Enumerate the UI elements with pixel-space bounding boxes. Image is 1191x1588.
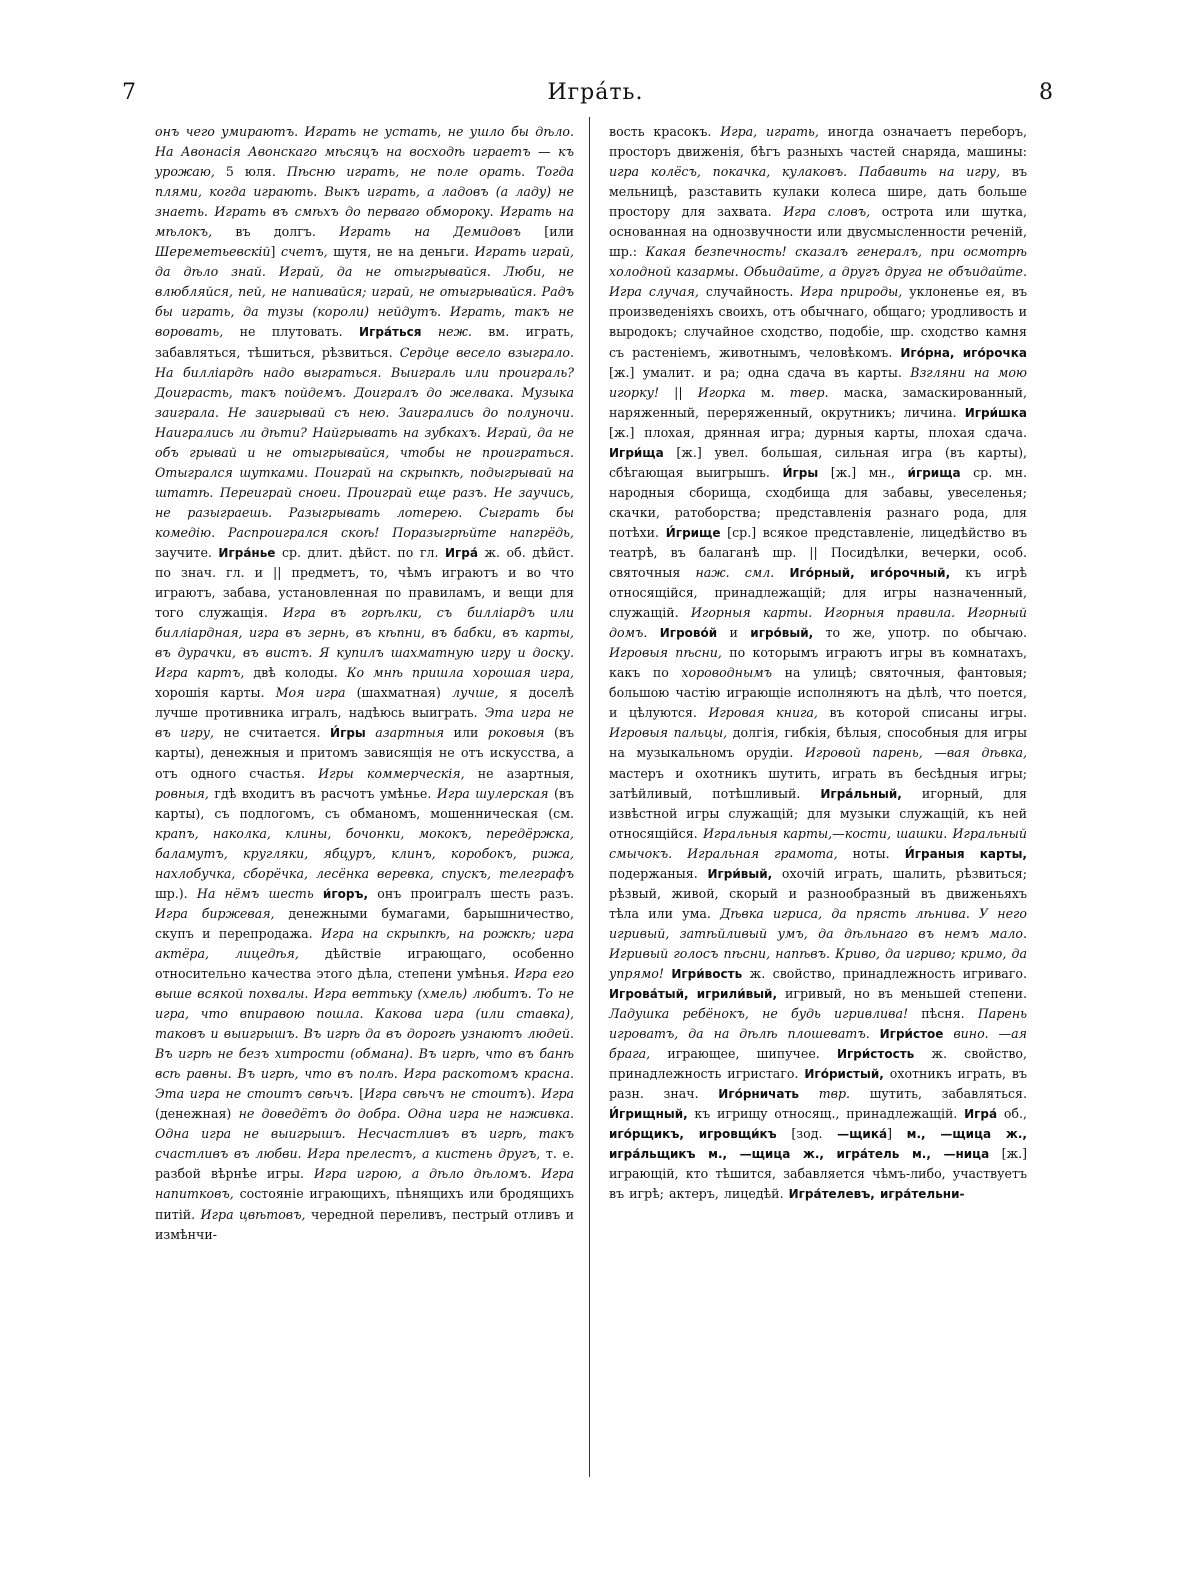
example-text: Какая безпечность! сказалъ генералъ, при осмотрѣ холодной казармы. Обьидайте, а другъ друга не объидайте. <box>609 244 1027 280</box>
page-header <box>0 80 1191 110</box>
headword: Игрова́тый, игрили́вый, <box>609 987 778 1002</box>
headword: иго́рщикъ, игровщи́къ <box>609 1127 777 1142</box>
definition-text: ] <box>887 1126 907 1142</box>
headword: И́гры <box>330 726 366 741</box>
example-text: Игровая книга, <box>708 705 818 721</box>
definition-text: въ которой списаны игры. <box>817 705 1028 721</box>
example-text: Игровыя пѣсни, <box>609 645 722 661</box>
definition-text: м. <box>745 384 790 400</box>
example-text: Дѣвка игриса, да прясть лѣнива. У него игривый, затѣйливый умъ, да дѣльнаго въ немъ мало. Игривый голосъ пѣсни, напѣвъ. Криво, да игриво; кримо, да упрямо! <box>609 905 1028 981</box>
example-text: твер. <box>789 384 829 400</box>
definition-text <box>366 725 375 740</box>
headword: И́гры <box>782 465 819 480</box>
definition-text: вость красокъ. <box>609 124 721 139</box>
example-text: неж. <box>437 324 472 340</box>
example-text: игра колёсъ, покачка, кулаковъ. Пабавить на игру, <box>609 164 1001 180</box>
definition-text <box>943 1026 953 1041</box>
definition-text: игривый, но въ меньшей степени. <box>777 986 1028 1002</box>
headword: —щика́ <box>837 1127 888 1142</box>
definition-text: [или <box>520 224 574 240</box>
column-divider <box>589 117 590 1477</box>
definition-text: подержаныя. <box>609 865 708 881</box>
headword: И́грищный, <box>609 1107 688 1122</box>
definition-text: ). <box>526 1086 542 1102</box>
headword: Иго́рный, иго́рочный, <box>789 566 951 581</box>
headword: И́граныя карты, <box>904 846 1027 861</box>
example-text: Игра природы, <box>800 284 903 300</box>
definition-text: || <box>659 384 698 400</box>
example-text: Игры коммерческія, <box>318 765 465 781</box>
definition-text: иногда означаетъ переборъ, просторъ движенія, бѣгъ разныхъ частей снаряда, машины: <box>609 124 1027 160</box>
example-text: Парень игроватъ, да на дѣлѣ плошеватъ. <box>609 1006 1027 1042</box>
definition-text: охочій играть, шалить, рѣзвиться; рѣзвый, живой, скорый и разнообразный въ движеньяхъ тѣла или ума. <box>609 865 1027 921</box>
definition-text: вм. играть, забавляться, тѣшиться, рѣзвиться. <box>155 324 574 360</box>
definition-text: и <box>717 625 751 641</box>
definition-text: (въ карты), съ подлогомъ, съ обманомъ, мошенническая (см. <box>155 785 574 821</box>
example-text: наж. смл. <box>695 565 775 581</box>
headword: Игра́ <box>964 1107 998 1122</box>
definition-text: ж. свойство, принадлежность игристаго. <box>609 1046 1027 1082</box>
headword: И́грище <box>665 525 721 540</box>
example-text: Взгляни на мою игорку! <box>609 364 1027 400</box>
definition-text <box>774 565 789 580</box>
headword: Игра́телевъ, игра́тельни- <box>788 1187 965 1202</box>
headword: Игри́вость <box>671 966 743 981</box>
definition-text: острота или шутка, основанная на однозвучности или двусмысленности реченій, шр.: <box>609 204 1027 260</box>
example-text: Игровой парень, —вая дѣвка, <box>804 745 1027 761</box>
definition-text: шутя, не на деньги. <box>327 244 475 260</box>
definition-text: въ мельницѣ, разставить кулаки колеса шире, дать больше простору для захвата. <box>609 164 1027 220</box>
definition-text: (въ карты), денежныя и притомъ зависящія не отъ искусства, а отъ одного счастья. <box>155 725 574 781</box>
definition-text: двѣ колоды. <box>244 665 347 681</box>
headword: и́горъ, <box>322 886 369 901</box>
definition-text: ср. длит. дѣйст. по гл. <box>275 544 445 560</box>
definition-text: денежными бумагами, барышничество, скупъ и перепродажа. <box>155 905 574 941</box>
definition-text: или <box>444 725 488 741</box>
example-text: онъ чего умираютъ. Играть не устать, не ушло бы дѣло. На Авонасія Авонскаго мѣсяцъ на восходѣ играетъ — къ урожаю, <box>155 124 574 180</box>
definition-text: гдѣ входитъ въ расчотъ умѣнье. <box>208 785 437 801</box>
example-text: Игорныя карты. Игорныя правила. Игорный домъ. <box>609 605 1027 641</box>
example-text: Игральныя карты,—кости, шашки. Игральный смычокъ. Игральная грамота, <box>609 825 1027 861</box>
definition-text: шр.). <box>155 885 197 901</box>
example-text: ровныя, <box>155 785 209 801</box>
headword: Иго́ристый, <box>804 1067 884 1082</box>
headword: Игри́стость <box>836 1047 915 1062</box>
example-text: Играть играй, да дѣло знай. Играй, да не отыгрывайся. Люби, не влюбляйся, пей, не напивайся; играй, не отыгрывайся. Радъ бы играть, да тузы (короли) нейдутъ. Играть, такъ не воровать, <box>155 244 574 340</box>
definition-text: пѣсня. <box>908 1006 978 1022</box>
definition-text: [ж.] играющій, кто тѣшится, забавляется чѣмъ-либо, участвуетъ въ игрѣ; актеръ, лицедѣй. <box>609 1146 1028 1202</box>
headword: Игри́стое <box>879 1027 944 1042</box>
definition-text: маска, замаскированный, наряженный, переряженный, окрутникъ; личина. <box>609 384 1028 420</box>
example-text: лучше, <box>451 685 499 701</box>
example-text: счетъ, <box>280 244 328 260</box>
example-text: не доведётъ до добра. Одна игра не наживка. Одна игра не выигрышъ. Несчастливъ въ игрѣ, такъ счастливъ въ любви. Игра прелестъ, а кистень другъ, <box>155 1106 574 1162</box>
example-text: Шереметьевскій <box>155 244 271 260</box>
definition-text: ср. мн. народныя сборища, сходбища для забавы, увеселенья; скачки, ратоборства; представленія разнаго рода, для потѣхи. <box>609 464 1027 540</box>
definition-text: долгія, гибкія, бѣлыя, способныя для игры на музыкальномъ орудіи. <box>609 725 1027 761</box>
definition-text: по которымъ играютъ игры въ комнатахъ, какъ по <box>609 645 1027 681</box>
example-text: Игровыя пальцы, <box>609 725 728 741</box>
example-text: Игра цвѣтовъ, <box>200 1206 306 1222</box>
example-text: Игра биржевая, <box>155 905 275 921</box>
headword: Игра́льный, <box>820 786 902 801</box>
example-text: Игра въ горѣлки, съ билліардъ или билліардная, игра въ зернь, въ кѣпни, въ бабки, въ карты, въ дурачки, въ вистъ. Я купилъ шахматную игру и доску. Игра картъ, <box>155 605 574 681</box>
example-text: Игра игрою, а дѣло дѣломъ. Игра напитковъ, <box>155 1166 574 1202</box>
example-text: Игорка <box>697 384 746 400</box>
right-column <box>609 122 1027 1205</box>
headword: Игра́ться <box>359 325 422 340</box>
definition-text: ж. свойство, принадлежность игриваго. <box>742 965 1027 981</box>
example-text: хороводнымъ <box>681 665 773 681</box>
definition-text <box>421 324 437 339</box>
definition-text: на улицѣ; святочныя, фантовыя; большою частію играющіе исполняютъ на дѣлѣ, что поется, и цѣлуются. <box>609 665 1028 721</box>
definition-text: игорный, для извѣстной игры служащій; для музыки служащій, къ ней относящійся. <box>609 785 1027 841</box>
definition-text: не плутовать. <box>223 324 360 340</box>
definition-text: [ж.] умалит. и ра; одна сдача въ карты. <box>609 364 911 380</box>
definition-text: ж. об. дѣйст. по знач. гл. и || предметъ, то, чѣмъ играютъ и во что играютъ, забава, установленная по правиламъ, и вещи для того служащія. <box>155 544 574 621</box>
definition-text: хорошія карты. <box>155 685 276 701</box>
definition-text: т. е. разбой вѣрнѣе игры. <box>155 1146 575 1182</box>
definition-text <box>799 1086 819 1101</box>
definition-text: ] <box>270 244 281 260</box>
definition-text: уклоненье ея, въ произведеніяхъ своихъ, отъ обычнаго, общаго; уродливость и выродокъ; случайное сходство, подобіе, шр. сходство камня съ растеніемъ, животнымъ, человѣкомъ. <box>609 284 1027 360</box>
example-text: На нёмъ шесть <box>196 885 314 901</box>
definition-text: [ж.] увел. большая, сильная игра (въ карты), сбѣгающая выигрышъ. <box>609 444 1027 480</box>
example-text: Игра <box>541 1086 575 1102</box>
example-text: Игра его выше всякой похвалы. Игра веттьку (хмель) любитъ. То не игра, что впиравою пошла. Какова игра (или ставка), таковъ и выигрышъ. Въ игрѣ да въ дорогѣ узнаютъ людей. Въ игрѣ не безъ хитрости (обмана). Въ игрѣ, что въ банѣ всѣ равны. Въ игрѣ, что въ полѣ. Игра раскотомъ красна. Эта игра не стоитъ свѣчъ. <box>155 965 574 1102</box>
headword: и́грища <box>907 465 961 480</box>
example-text: Игра шулерская <box>436 785 549 801</box>
definition-text: къ игрищу относящ., принадлежащій. <box>687 1106 965 1122</box>
definition-text: [ж.] мн., <box>818 464 908 480</box>
headword: Иго́рна, иго́рочка <box>900 345 1028 360</box>
example-text: твр. <box>818 1086 851 1102</box>
headword: Иго́рничать <box>718 1087 800 1102</box>
example-text: Игра на скрыпкѣ, на рожкѣ; игра актёра, лицедѣя, <box>155 925 575 961</box>
definition-text: то же, употр. по обычаю. <box>813 625 1027 641</box>
definition-text <box>870 1026 880 1041</box>
headword: Игра́нье <box>218 545 276 560</box>
definition-text: я доселѣ лучше противника игралъ, надѣюсь выиграть. <box>155 685 575 721</box>
definition-text: дѣйствіе играющаго, особенно относительно качества этого дѣла, степени умѣнья. <box>155 945 574 981</box>
example-text: Пѣсню играть, не поле орать. Тогда плями, когда играють. Выкъ играть, а ладовъ (а ладу) не знаеть. Играть въ смѣхъ до перваго обмороку. Играть на мѣлокъ, <box>155 164 574 240</box>
definition-text: случайность. <box>698 284 801 300</box>
definition-text: шутить, забавляться. <box>850 1086 1027 1102</box>
definition-text: 5 юля. <box>214 164 287 180</box>
definition-text: [ <box>353 1086 364 1102</box>
headword: Игри́ща <box>609 445 664 460</box>
example-text: Моя игра <box>275 685 346 701</box>
example-text: роковыя <box>487 725 545 741</box>
definition-text: въ долгъ. <box>212 224 340 240</box>
definition-text: къ игрѣ относящійся, принадлежащій; для игры назначенный, служащій. <box>609 565 1027 621</box>
example-text: Эта игра не въ игру, <box>155 705 575 741</box>
page-number-right: 8 <box>1039 80 1053 105</box>
page-number-left: 7 <box>122 80 136 105</box>
definition-text: [ср.] всякое представленіе, лицедѣйство въ театрѣ, въ балаганѣ шр. || Посидѣлки, вечерки, особ. святочныя <box>609 524 1027 581</box>
headword: Игрово́й <box>659 626 718 641</box>
running-title: Игра́ть. <box>547 80 644 105</box>
definition-text: играющее, шипучее. <box>650 1046 837 1062</box>
right-column-text <box>609 122 1027 1205</box>
definition-text: не азартныя, <box>464 765 574 781</box>
example-text: Играть на Демидовъ <box>339 224 521 240</box>
definition-text: (шахматная) <box>345 685 452 701</box>
example-text: Игра случая, <box>609 284 699 300</box>
headword: м., —щица ж., игра́льщикъ м., —щица ж., игра́тель м., —ница <box>609 1127 1027 1162</box>
headword: Игри́шка <box>964 405 1027 420</box>
definition-text: [зод. <box>776 1126 838 1142</box>
example-text: Ко мнѣ пришла хорошая игра, <box>346 665 574 681</box>
definition-text <box>647 625 659 640</box>
definition-text: онъ проигралъ шесть разъ. <box>368 885 574 901</box>
definition-text: (денежная) <box>155 1106 239 1122</box>
definition-text: охотникъ играть, въ разн. знач. <box>609 1066 1027 1102</box>
example-text: Игра свѣчъ не стоитъ <box>364 1086 527 1102</box>
example-text: Ладушка ребёнокъ, не будь игривлива! <box>609 1006 909 1022</box>
example-text: крапъ, наколка, клины, бочонки, мококъ, передёржка, баламутъ, кругляки, ябцуръ, клинъ, коробокъ, рижа, нахлобучка, сборёчка, лесёнка веревка, спускъ, телеграфъ <box>155 825 574 881</box>
definition-text: чередной переливъ, пестрый отливъ и измѣнчи- <box>155 1206 574 1242</box>
definition-text: мастеръ и охотникъ шутить, играть въ бесѣдныя игры; затѣйливый, потѣшливый. <box>609 765 1027 801</box>
definition-text <box>314 886 323 901</box>
definition-text: не считается. <box>214 725 331 741</box>
headword: игро́вый, <box>750 626 814 641</box>
definition-text: [ж.] плохая, дрянная игра; дурныя карты, плохая сдача. <box>609 424 1027 440</box>
left-column-text <box>155 122 574 1245</box>
definition-text: об., <box>997 1106 1027 1122</box>
definition-text: ноты. <box>837 845 905 861</box>
example-text: вино. —ая брага, <box>609 1026 1027 1062</box>
definition-text: заучите. <box>155 544 219 560</box>
definition-text: состояніе играющихъ, пѣнящихъ или бродящихъ питій. <box>155 1186 574 1222</box>
example-text: Игра словъ, <box>783 204 871 220</box>
headword: Игри́вый, <box>707 866 773 881</box>
headword: Игра́ <box>444 545 478 560</box>
left-column <box>155 122 574 1245</box>
example-text: азартныя <box>375 725 445 741</box>
example-text: Сердце весело взыграло. На билліардѣ надо выграться. Выиграль или проиграль? Доиграсть, такъ пойдемъ. Доигралъ до желвака. Музыка заиграла. Не заигрывай съ нею. Заигрались до полуночи. Наигрались ли дѣти? Найгрывать на зубкахъ. Играй, да не объ грывай и не отыгрывайся, чтобы не проиграться. Отыгрался шутками. Поиграй на скрыпкѣ, подыгрывай на штатѣ. Переиграй сноеи. Проиграй еще разъ. Не заучись, не разыграешь. Разыгрывать лотерею. Сыграть бы комедію. Распроигрался скоѣ! Поразыгрѣйте напгрёдь, <box>155 344 574 540</box>
example-text: Игра, играть, <box>720 124 819 139</box>
